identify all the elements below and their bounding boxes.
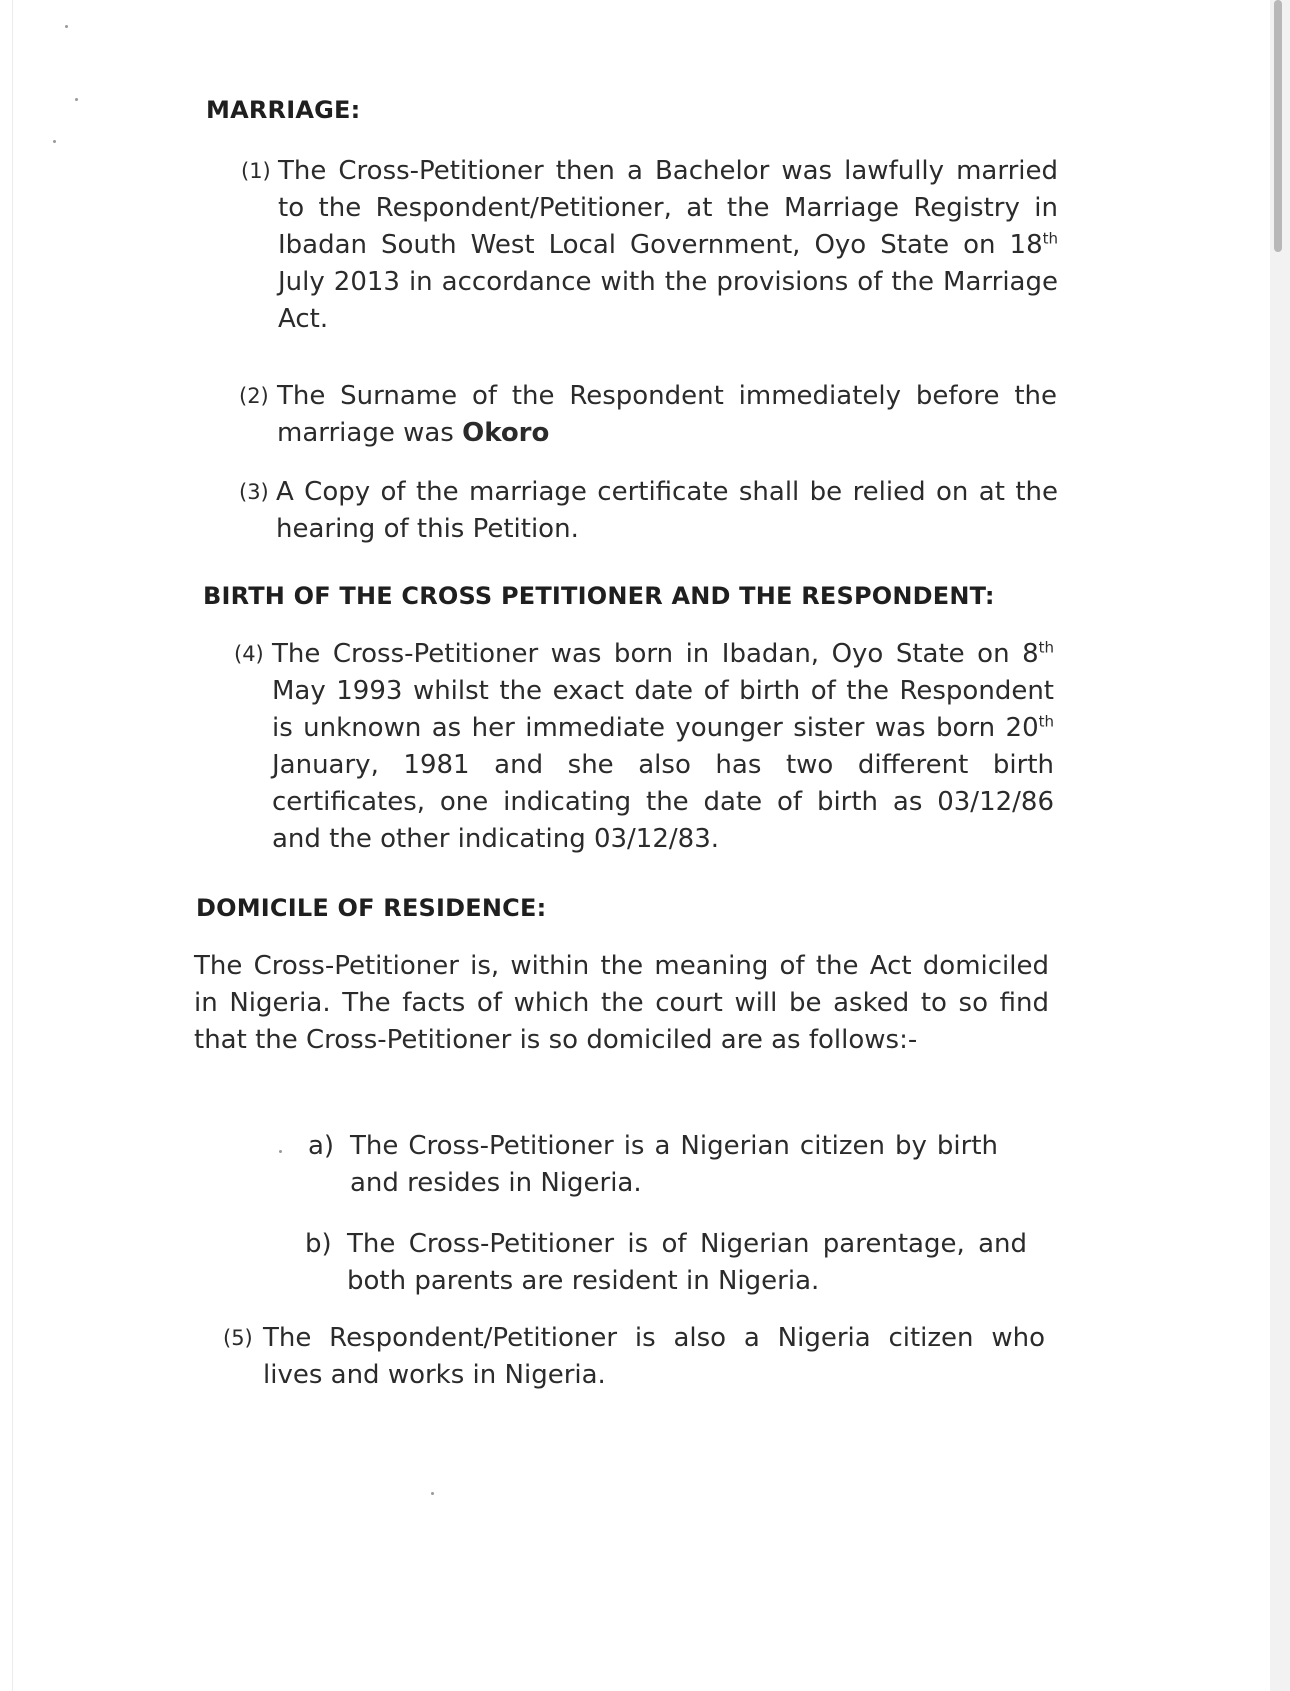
scan-speck xyxy=(75,98,78,101)
heading-birth: BIRTH OF THE CROSS PETITIONER AND THE RESPONDENT: xyxy=(203,582,995,610)
domicile-intro: The Cross-Petitioner is, within the meaning of the Act domiciled in Nigeria. The facts of which the court will be asked to so find that the Cross-Petitioner is so domiciled are as follows:- xyxy=(194,951,1049,1055)
item-1-text xyxy=(278,153,1058,338)
scan-speck xyxy=(65,25,68,28)
item-5-text: The Respondent/Petitioner is also a Nigeria citizen who lives and works in Nigeria. xyxy=(263,1323,1045,1390)
sub-item-a-label: a) xyxy=(308,1131,335,1161)
item-5-number: (5) xyxy=(223,1326,253,1350)
item-2-number: (2) xyxy=(239,384,269,408)
item-4-text xyxy=(272,636,1054,858)
document-page xyxy=(12,0,1271,1691)
sub-item-a-text: The Cross-Petitioner is a Nigerian citizen by birth and resides in Nigeria. xyxy=(350,1131,998,1198)
item-4-text-a: The Cross-Petitioner was born in Ibadan, Oyo State on 8 xyxy=(272,639,1039,669)
item-4-number: (4) xyxy=(234,642,264,666)
item-3-number: (3) xyxy=(239,480,269,504)
sub-item-b-text: The Cross-Petitioner is of Nigerian parentage, and both parents are resident in Nigeria. xyxy=(347,1229,1027,1296)
item-1-text-b: July 2013 in accordance with the provisions of the Marriage Act. xyxy=(278,267,1058,334)
item-4-sup-1: th xyxy=(1038,638,1054,657)
item-4-sup-2: th xyxy=(1038,712,1054,731)
item-3-text: A Copy of the marriage certificate shall be relied on at the hearing of this Petition. xyxy=(276,477,1058,544)
item-4-text-c: January, 1981 and she also has two different birth certificates, one indicating the date of birth as 03/12/86 and the other indicating 03/12/83. xyxy=(272,750,1054,854)
scan-speck xyxy=(431,1492,434,1495)
scrollbar-track[interactable] xyxy=(1270,0,1290,1691)
scan-speck xyxy=(53,140,56,143)
heading-domicile: DOMICILE OF RESIDENCE: xyxy=(196,894,547,922)
item-1-sup: th xyxy=(1042,229,1058,248)
item-1-number: (1) xyxy=(241,159,271,183)
surname-okoro: Okoro xyxy=(462,418,550,448)
scrollbar-thumb[interactable] xyxy=(1274,0,1282,252)
item-2-text-a: The Surname of the Respondent immediately before the marriage was xyxy=(277,381,1057,448)
scan-speck xyxy=(279,1150,282,1153)
item-1-text-a: The Cross-Petitioner then a Bachelor was lawfully married to the Respondent/Petitioner, at the Marriage Registry in Ibadan South West Local Government, Oyo State on 18 xyxy=(278,156,1058,260)
item-2-text xyxy=(277,378,1057,452)
item-4-text-b: May 1993 whilst the exact date of birth of the Respondent is unknown as her immediate younger sister was born 20 xyxy=(272,676,1054,743)
heading-marriage: MARRIAGE: xyxy=(206,96,361,124)
sub-item-b-label: b) xyxy=(305,1229,332,1259)
